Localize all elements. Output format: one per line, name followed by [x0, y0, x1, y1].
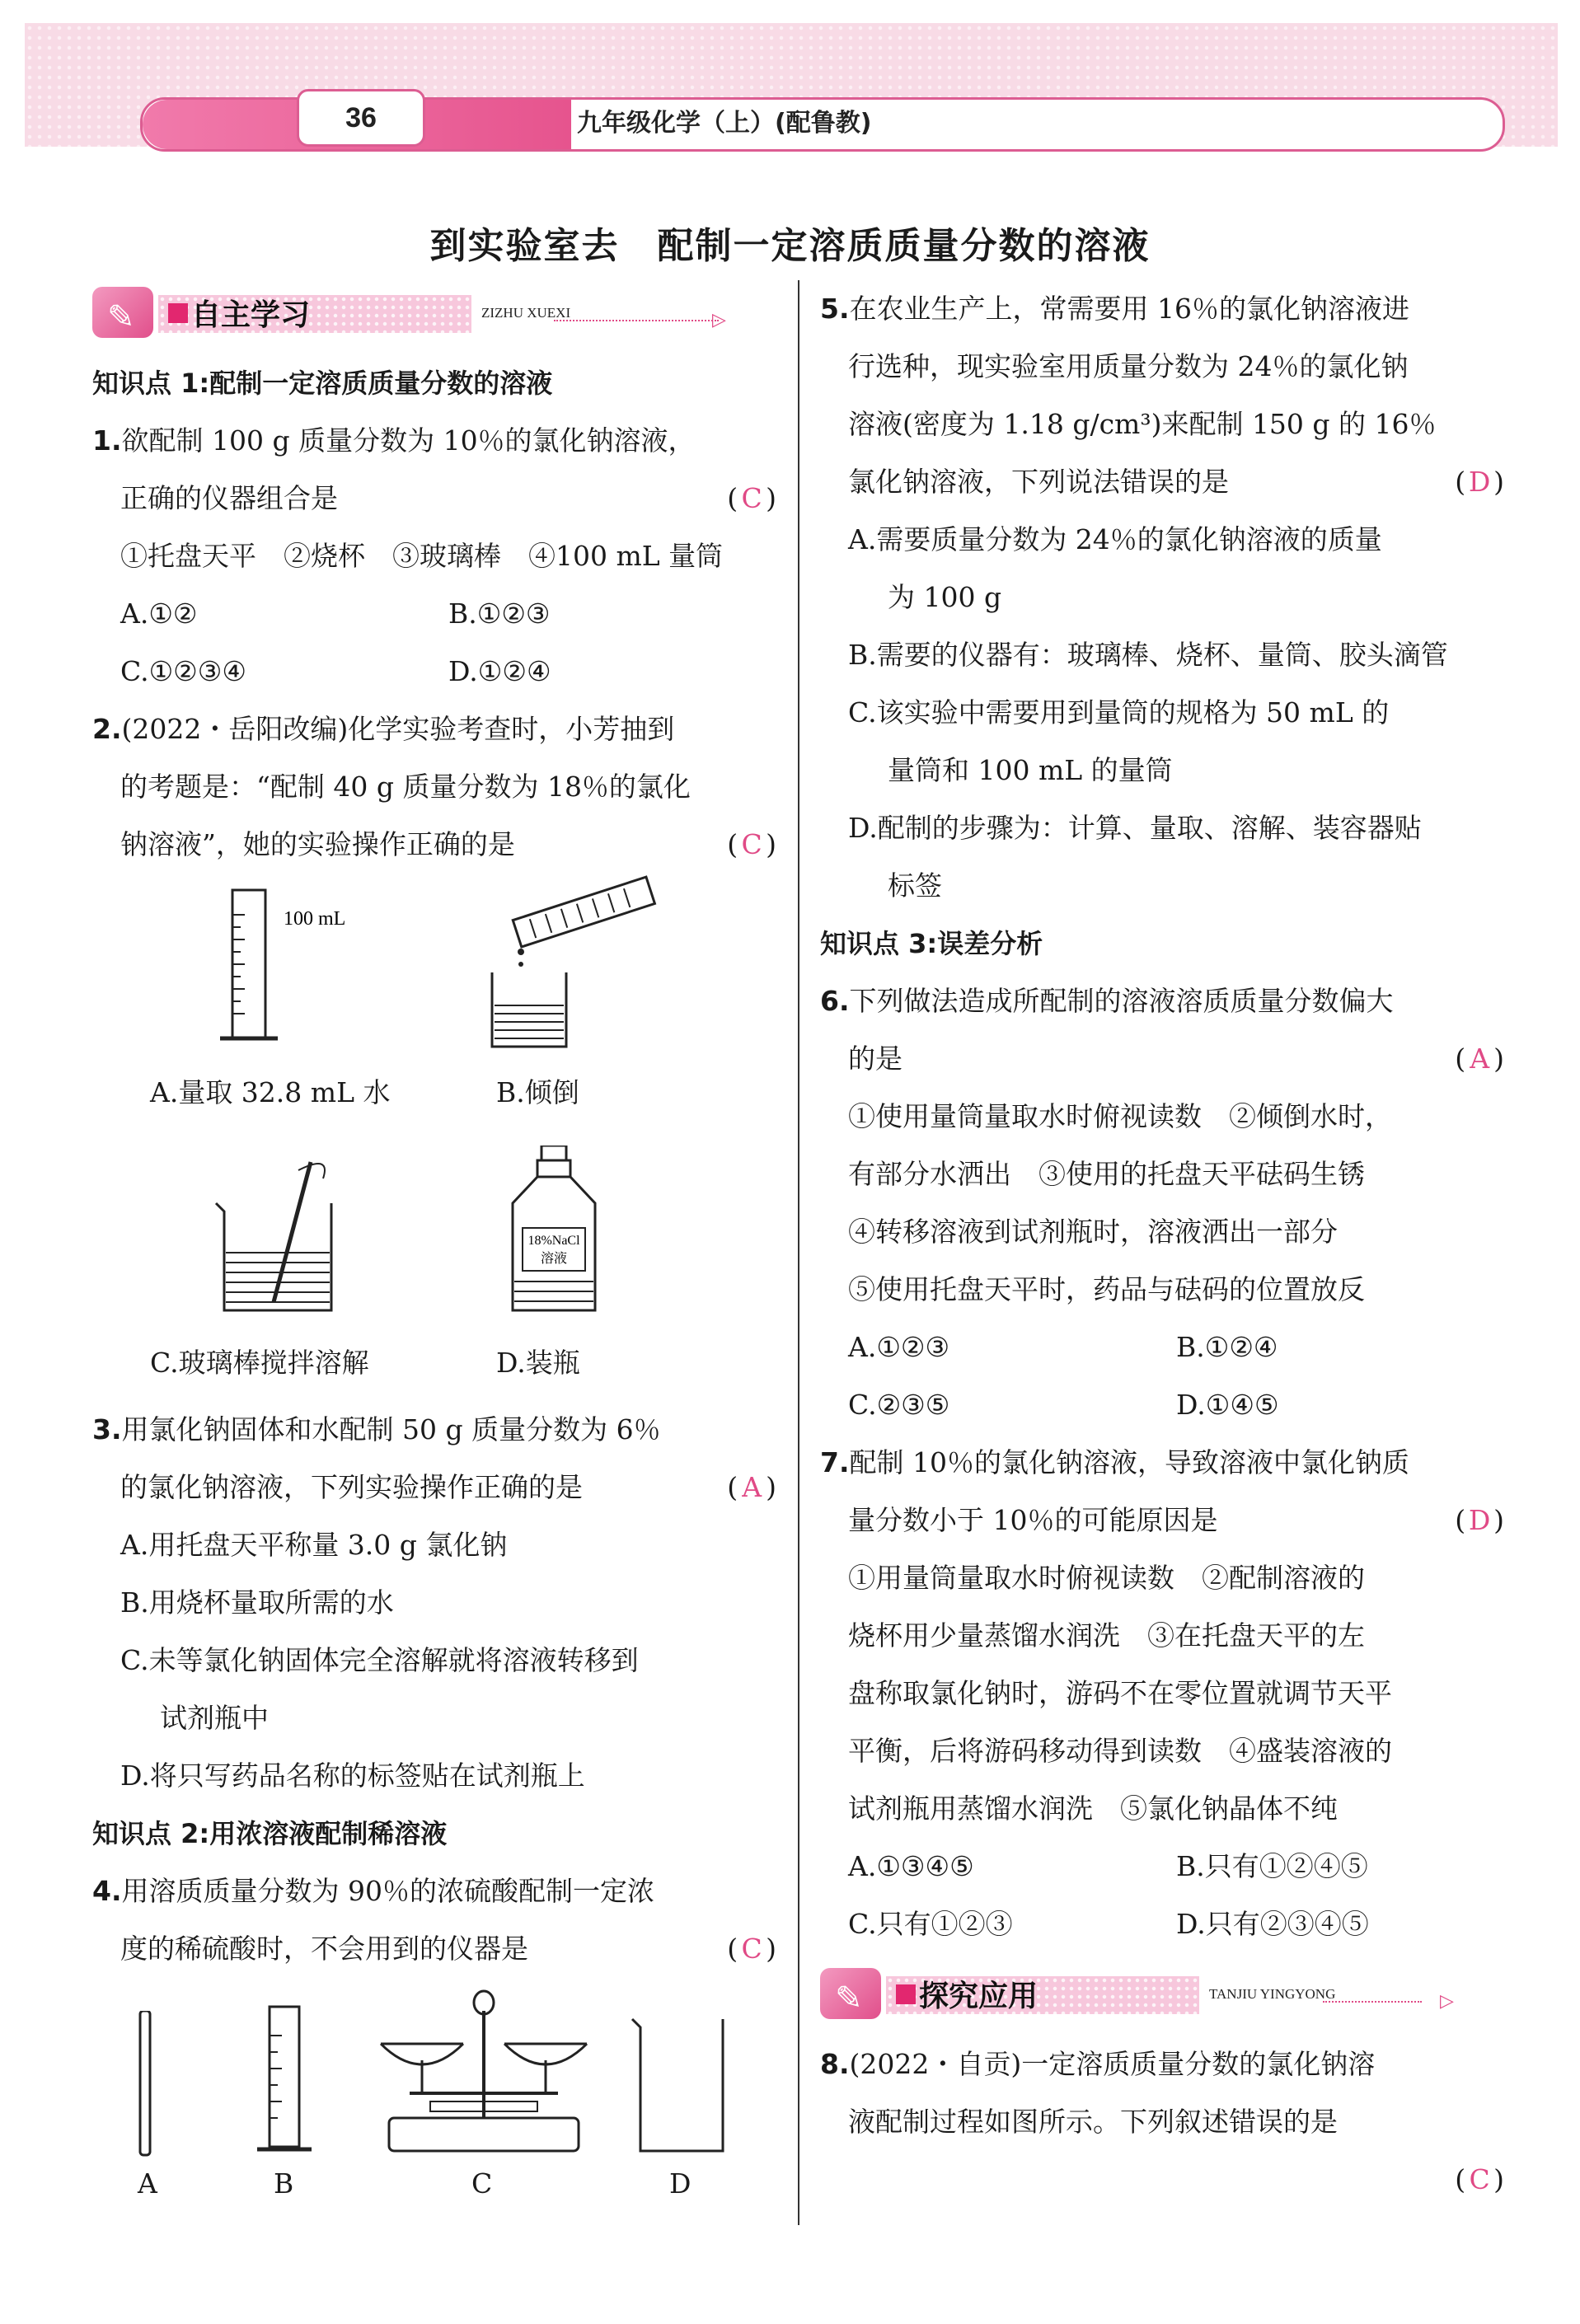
option-a: A.①②: [120, 597, 198, 630]
answer-q6: ( A ): [1455, 1043, 1504, 1075]
cylinder-label: 100 mL: [284, 908, 346, 930]
option-d: D.只有②③④⑤: [1176, 1908, 1369, 1940]
caption-a: A.量取 32.8 mL 水: [150, 1076, 391, 1108]
q1-items: ①托盘天平 ②烧杯 ③玻璃棒 ④100 mL 量筒: [120, 540, 724, 572]
bottle-figure: [496, 1146, 612, 1335]
pen-badge-icon: ✎: [92, 287, 153, 338]
knowledge-point-3: 知识点 3:误差分析: [820, 928, 1043, 959]
page-title: 到实验室去 配制一定溶质质量分数的溶液: [429, 225, 1151, 267]
option-c: C.该实验中需要用到量筒的规格为 50 mL 的: [848, 696, 1390, 729]
option-c: C.只有①②③: [848, 1908, 1013, 1940]
arrow-icon: ▷: [1440, 1991, 1454, 2012]
option-a: A.①②③: [848, 1331, 950, 1363]
answer-q8: ( C ): [1455, 2163, 1504, 2195]
balance-figure: [373, 1978, 595, 2159]
section-pinyin: TANJIU YINGYONG: [1209, 1986, 1336, 2002]
bottle-label-1: 18%NaCl: [527, 1234, 580, 1248]
answer-q7: ( D ): [1455, 1504, 1504, 1536]
caption-b: B.倾倒: [496, 1076, 579, 1108]
option-d: D.将只写药品名称的标签贴在试剂瓶上: [120, 1759, 585, 1792]
caption-b: B: [274, 2167, 294, 2200]
question-4: 4.用溶质质量分数为 90％的浓硫酸配制一定浓: [92, 1875, 654, 1907]
option-a: A.用托盘天平称量 3.0 g 氯化钠: [120, 1529, 508, 1561]
q1-options: [92, 585, 776, 643]
option-c: C.①②③④: [120, 655, 246, 687]
question-8: 8.(2022・自贡)一定溶质质量分数的氯化钠溶: [820, 2048, 1376, 2080]
stirring-figure: [208, 1146, 373, 1335]
caption-c: C.玻璃棒搅拌溶解: [150, 1347, 369, 1379]
section-banner-inquiry: [820, 1961, 1504, 2036]
knowledge-point-2: 知识点 2:用浓溶液配制稀溶液: [92, 1818, 448, 1849]
option-b: B.需要的仪器有：玻璃棒、烧杯、量筒、胶头滴管: [848, 639, 1448, 671]
question-7: 7.配制 10％的氯化钠溶液，导致溶液中氯化钠质: [820, 1446, 1409, 1478]
answer-q4: ( C ): [727, 1933, 776, 1965]
page-number: 36: [297, 89, 425, 147]
section-banner-self-study: [92, 280, 776, 354]
knowledge-point-1: 知识点 1:配制一定溶质质量分数的溶液: [92, 368, 553, 399]
caption-d: D: [669, 2167, 692, 2200]
option-b: B.①②④: [1176, 1331, 1278, 1363]
option-c: C.未等氯化钠固体完全溶解就将溶液转移到: [120, 1644, 639, 1676]
option-d: D.配制的步骤为：计算、量取、溶解、装容器贴: [848, 812, 1422, 844]
measuring-cylinder-figure: [249, 2003, 331, 2159]
caption-c: C: [471, 2167, 493, 2200]
left-column: ✎ 自主学习 ZIZHU XUEXI ▷ 知识点 1:配制一定溶质质量分数的溶液 1.欲配制 100 g 质量分数为 10％的氯化钠溶液， 正确的仪器组合是 ( C ) ①托盘天平 ②烧杯 ③玻璃棒 ④100 mL 量筒 A.①② B.①②③ C.①②③④ D.①②④ 2.(2022・岳阳改编)化学实验考查时，小芳抽到 的考题是：“配制 40 g 质量分数为 18％的氯化 钠溶液”，她的实验操作正确的是 ( C ) 100 mL A.量取 32.8 mL 水 B.倾倒 18%NaCl 溶液 C.玻璃棒搅拌溶解 D.装瓶 3.用氯化钠固体和水配制 50 g 质量分数为 6％ 的氯化钠溶液，下列实验操作正确的是 ( A ) A.用托盘天平称量 3.0 g 氯化钠 B.用烧杯量取所需的水 C.未等氯化钠固体完全溶解就将溶液转移到 试剂瓶中 D.将只写药品名称的标签贴在试剂瓶上 知识点 2:用浓溶液配制稀溶液 4.用溶质质量分数为 90％的浓硫酸配制一定浓 度的稀硫酸时，不会用到的仪器是 ( C ) A B C D: [92, 280, 776, 2225]
q2-figure-row-1: [92, 874, 776, 1137]
option-b: B.用烧杯量取所需的水: [120, 1586, 394, 1619]
section-pinyin: ZIZHU XUEXI: [481, 305, 571, 321]
bottle-label-2: 溶液: [540, 1250, 568, 1266]
option-b: B.①②③: [448, 597, 551, 630]
pouring-figure: [480, 874, 661, 1063]
q7-options: [820, 1838, 1504, 1895]
question-1: 1.欲配制 100 g 质量分数为 10％的氯化钠溶液，: [92, 424, 696, 457]
column-divider: [798, 280, 799, 2225]
answer-q2: ( C ): [727, 828, 776, 860]
q2-figure-row-2: [92, 1137, 776, 1401]
option-a: A.需要质量分数为 24％的氯化钠溶液的质量: [848, 523, 1382, 555]
pen-badge-icon: ✎: [820, 1968, 881, 2019]
q4-figure-row: [92, 1978, 776, 2225]
right-column: 5.在农业生产上，常需要用 16％的氯化钠溶液进 行选种，现实验室用质量分数为 24％的氯化钠 溶液(密度为 1.18 g/cm³)来配制 150 g 的 16％ 氯化钠溶液，下列说法错误的是 ( D ) A.需要质量分数为 24％的氯化钠溶液的质量 为 100 g B.需要的仪器有：玻璃棒、烧杯、量筒、胶头滴管 C.该实验中需要用到量筒的规格为 50 mL 的 量筒和 100 mL 的量筒 D.配制的步骤为：计算、量取、溶解、装容器贴 标签 知识点 3:误差分析 6.下列做法造成所配制的溶液溶质质量分数偏大 的是 ( A ) ①使用量筒量取水时俯视读数 ②倾倒水时， 有部分水洒出 ③使用的托盘天平砝码生锈 ④转移溶液到试剂瓶时，溶液洒出一部分 ⑤使用托盘天平时，药品与砝码的位置放反 A.①②③ B.①②④ C.②③⑤ D.①④⑤ 7.配制 10％的氯化钠溶液，导致溶液中氯化钠质 量分数小于 10％的可能原因是 ( D ) ①用量筒量取水时俯视读数 ②配制溶液的 烧杯用少量蒸馏水润洗 ③在托盘天平的左 盘称取氯化钠时，游码不在零位置就调节天平 平衡，后将游码移动得到读数 ④盛装溶液的 试剂瓶用蒸馏水润洗 ⑤氯化钠晶体不纯 A.①③④⑤ B.只有①②④⑤ C.只有①②③ D.只有②③④⑤ ✎ 探究应用 TANJIU YINGYONG ▷ 8.(2022・自贡)一定溶质质量分数的氯化钠溶 液配制过程如图所示。下列叙述错误的是 ( C ): [820, 280, 1504, 2151]
beaker-figure: [628, 2011, 735, 2159]
question-3: 3.用氯化钠固体和水配制 50 g 质量分数为 6％: [92, 1413, 661, 1445]
caption-d: D.装瓶: [496, 1347, 580, 1379]
section-label: 探究应用: [919, 1980, 1038, 2013]
glass-rod-figure: [134, 2011, 158, 2159]
answer-q5: ( D ): [1455, 466, 1504, 498]
option-d: D.①④⑤: [1176, 1389, 1279, 1421]
section-label: 自主学习: [191, 298, 311, 332]
book-title: 九年级化学（上）(配鲁教): [577, 109, 872, 138]
caption-a: A: [138, 2167, 157, 2200]
answer-q3: ( A ): [727, 1471, 776, 1503]
question-2: 2.(2022・岳阳改编)化学实验考查时，小芳抽到: [92, 713, 675, 745]
option-d: D.①②④: [448, 655, 551, 687]
q6-options: [820, 1319, 1504, 1376]
arrow-icon: ▷: [712, 310, 726, 330]
option-c: C.②③⑤: [848, 1389, 950, 1421]
option-b: B.只有①②④⑤: [1176, 1850, 1368, 1882]
graduated-cylinder-figure: [216, 882, 381, 1063]
answer-q1: ( C ): [727, 482, 776, 514]
question-6: 6.下列做法造成所配制的溶液溶质质量分数偏大: [820, 985, 1394, 1017]
option-a: A.①③④⑤: [848, 1850, 974, 1882]
question-5: 5.在农业生产上，常需要用 16％的氯化钠溶液进: [820, 293, 1409, 325]
